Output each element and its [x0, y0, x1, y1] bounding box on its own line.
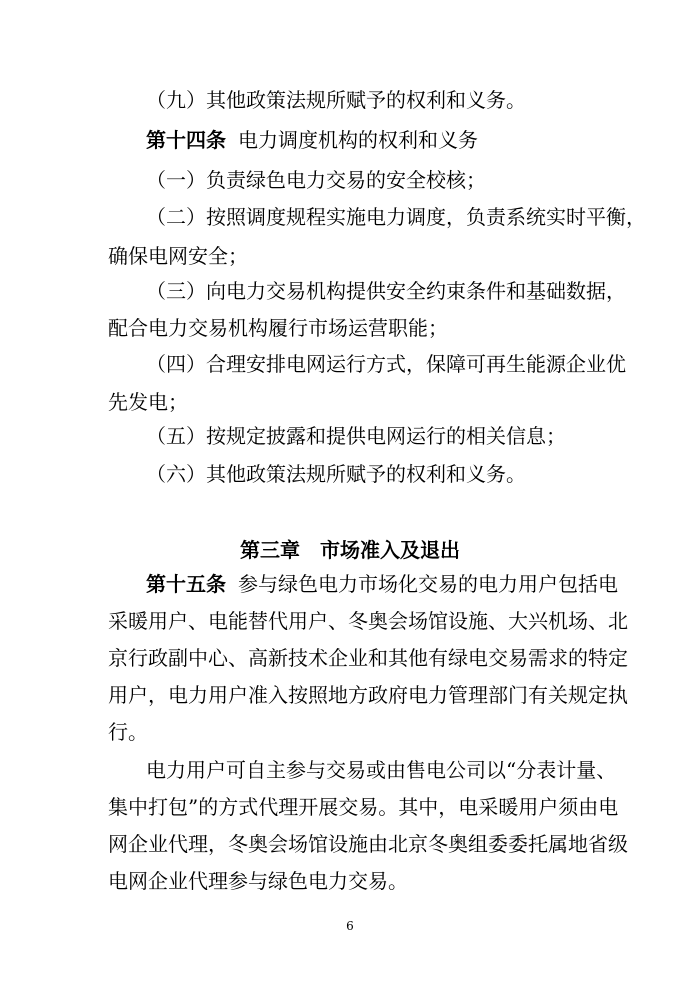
paragraph-line: （九）其他政策法规所赋予的权利和义务。 — [146, 88, 526, 112]
article-14-title: 第十四条 — [146, 128, 226, 152]
paragraph-line: 电力用户可自主参与交易或由售电公司以“分表计量、 — [146, 758, 617, 782]
paragraph-line: 行。 — [108, 720, 148, 744]
paragraph-line: 先发电； — [108, 390, 188, 414]
page-number: 6 — [346, 919, 354, 933]
article-15-text: 参与绿色电力市场化交易的电力用户包括电 — [238, 572, 618, 596]
paragraph-line: 用户，电力用户准入按照地方政府电力管理部门有关规定执 — [108, 683, 628, 707]
article-15-first-line — [0, 570, 618, 598]
article-14-heading — [0, 126, 600, 154]
paragraph-line: 京行政副中心、高新技术企业和其他有绿电交易需求的特定 — [108, 646, 628, 670]
paragraph-line: （三）向电力交易机构提供安全约束条件和基础数据， — [146, 279, 626, 303]
paragraph-line: 确保电网安全； — [108, 244, 248, 268]
paragraph-line: 采暖用户、电能替代用户、冬奥会场馆设施、大兴机场、北 — [108, 609, 628, 633]
article-15-title: 第十五条 — [146, 572, 226, 596]
paragraph-line: （六）其他政策法规所赋予的权利和义务。 — [146, 462, 526, 486]
paragraph-line: 电网企业代理参与绿色电力交易。 — [108, 869, 408, 893]
paragraph-line: 配合电力交易机构履行市场运营职能； — [108, 316, 448, 340]
paragraph-line: （二）按照调度规程实施电力调度，负责系统实时平衡， — [146, 205, 646, 229]
paragraph-line: （一）负责绿色电力交易的安全校核； — [146, 168, 486, 192]
paragraph-line: 网企业代理，冬奥会场馆设施由北京冬奥组委委托属地省级 — [108, 832, 628, 856]
paragraph-line: （四）合理安排电网运行方式，保障可再生能源企业优 — [146, 352, 626, 376]
chapter-heading: 第三章 市场准入及退出 — [240, 538, 460, 562]
paragraph-line: 集中打包”的方式代理开展交易。其中，电采暖用户须由电 — [108, 795, 619, 819]
paragraph-line: （五）按规定披露和提供电网运行的相关信息； — [146, 424, 566, 448]
article-14-subject: 电力调度机构的权利和义务 — [238, 128, 478, 152]
